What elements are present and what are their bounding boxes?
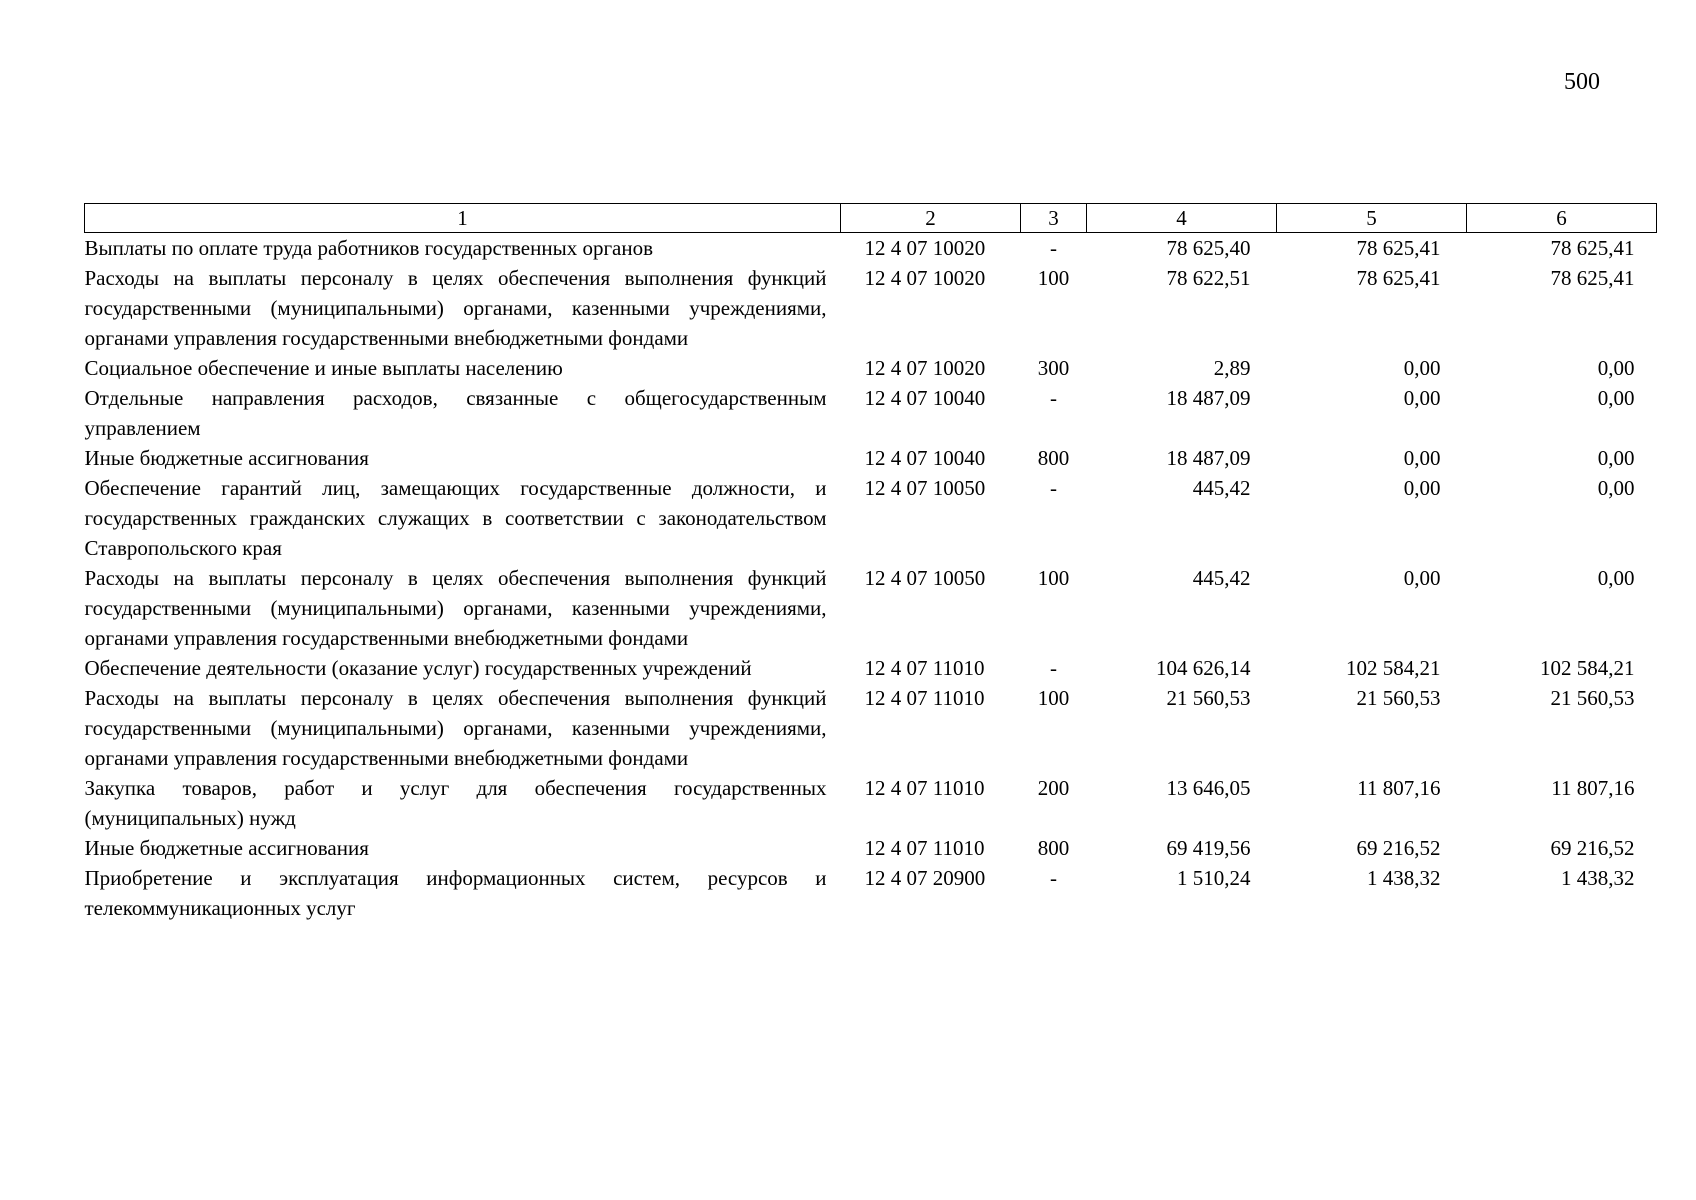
column-header-6: 6: [1467, 204, 1657, 233]
row-type: 200: [1037, 776, 1070, 800]
row-value-4: 78 622,51: [1166, 266, 1251, 290]
table-row: [85, 383, 1657, 443]
column-header-4: 4: [1087, 204, 1277, 233]
row-value-4: 13 646,05: [1166, 776, 1251, 800]
row-value-6: 0,00: [1597, 566, 1635, 590]
table-row: [85, 563, 1657, 653]
row-value-5: 1 438,32: [1367, 866, 1441, 890]
row-value-5: 0,00: [1403, 476, 1441, 500]
row-code: 12 4 07 10040: [864, 386, 986, 410]
row-name: Обеспечение деятельности (оказание услуг) государственных учреждений: [84, 656, 752, 680]
row-code: 12 4 07 11010: [864, 686, 985, 710]
row-type: -: [1050, 656, 1057, 680]
table-row: [85, 473, 1657, 563]
table-header-row: [85, 204, 1657, 233]
row-value-5: 0,00: [1403, 386, 1441, 410]
row-value-4: 21 560,53: [1166, 686, 1251, 710]
row-value-5: 11 807,16: [1357, 776, 1441, 800]
table-row: [85, 773, 1657, 833]
column-header-2: 2: [841, 204, 1021, 233]
table-row: [85, 353, 1657, 383]
row-type: -: [1050, 386, 1057, 410]
row-value-5: 0,00: [1403, 446, 1441, 470]
row-name: Расходы на выплаты персоналу в целях обеспечения выполнения функций государственными (муниципальными) органами, казенными учреждениями, органами управления государственными внебюджетными фондами: [84, 266, 827, 350]
row-code: 12 4 07 10050: [864, 566, 986, 590]
row-type: 100: [1037, 266, 1070, 290]
row-name: Выплаты по оплате труда работников государственных органов: [84, 236, 654, 260]
row-type: 100: [1037, 686, 1070, 710]
table-row: [85, 443, 1657, 473]
row-code: 12 4 07 10020: [864, 356, 986, 380]
column-header-5: 5: [1277, 204, 1467, 233]
row-value-6: 1 438,32: [1561, 866, 1635, 890]
row-value-5: 78 625,41: [1356, 266, 1441, 290]
row-code: 12 4 07 20900: [864, 866, 986, 890]
row-name: Обеспечение гарантий лиц, замещающих государственные должности, и государственных гражданских служащих в соответствии с законодательством Ставропольского края: [84, 476, 827, 560]
row-value-5: 102 584,21: [1346, 656, 1441, 680]
row-name: Иные бюджетные ассигнования: [84, 446, 369, 470]
row-value-6: 78 625,41: [1550, 266, 1635, 290]
row-value-4: 69 419,56: [1166, 836, 1251, 860]
row-name: Приобретение и эксплуатация информационных систем, ресурсов и телекоммуникационных услуг: [84, 866, 827, 920]
row-value-5: 0,00: [1403, 356, 1441, 380]
row-name: Иные бюджетные ассигнования: [84, 836, 369, 860]
row-type: 100: [1037, 566, 1070, 590]
row-type: 800: [1037, 836, 1070, 860]
table-row: [85, 683, 1657, 773]
row-type: -: [1050, 236, 1057, 260]
budget-table: [84, 203, 1657, 923]
row-value-6: 0,00: [1597, 476, 1635, 500]
column-header-1: 1: [85, 204, 841, 233]
row-code: 12 4 07 10050: [864, 476, 986, 500]
row-value-4: 18 487,09: [1166, 386, 1251, 410]
row-value-4: 18 487,09: [1166, 446, 1251, 470]
row-value-5: 0,00: [1403, 566, 1441, 590]
row-value-6: 0,00: [1597, 446, 1635, 470]
row-value-6: 21 560,53: [1550, 686, 1635, 710]
row-name: Расходы на выплаты персоналу в целях обеспечения выполнения функций государственными (муниципальными) органами, казенными учреждениями, органами управления государственными внебюджетными фондами: [84, 686, 827, 770]
row-name: Социальное обеспечение и иные выплаты населению: [84, 356, 563, 380]
row-name: Расходы на выплаты персоналу в целях обеспечения выполнения функций государственными (муниципальными) органами, казенными учреждениями, органами управления государственными внебюджетными фондами: [84, 566, 827, 650]
page-number: 500: [1564, 69, 1600, 95]
row-value-4: 445,42: [1192, 476, 1251, 500]
row-code: 12 4 07 10020: [864, 236, 986, 260]
row-code: 12 4 07 11010: [864, 656, 985, 680]
row-value-4: 2,89: [1213, 356, 1251, 380]
row-type: 800: [1037, 446, 1070, 470]
row-code: 12 4 07 10040: [864, 446, 986, 470]
row-type: 300: [1037, 356, 1070, 380]
table-row: [85, 233, 1657, 264]
row-value-6: 69 216,52: [1550, 836, 1635, 860]
row-value-5: 78 625,41: [1356, 236, 1441, 260]
row-value-6: 0,00: [1597, 386, 1635, 410]
row-type: -: [1050, 866, 1057, 890]
row-value-6: 78 625,41: [1550, 236, 1635, 260]
row-name: Отдельные направления расходов, связанные с общегосударственным управлением: [84, 386, 827, 440]
row-value-4: 78 625,40: [1166, 236, 1251, 260]
row-value-5: 69 216,52: [1356, 836, 1441, 860]
row-value-4: 104 626,14: [1156, 656, 1251, 680]
table-row: [85, 263, 1657, 353]
row-code: 12 4 07 11010: [864, 836, 985, 860]
table-row: [85, 863, 1657, 923]
row-name: Закупка товаров, работ и услуг для обеспечения государственных (муниципальных) нужд: [84, 776, 827, 830]
table-row: [85, 653, 1657, 683]
row-value-6: 102 584,21: [1540, 656, 1635, 680]
row-value-4: 1 510,24: [1177, 866, 1251, 890]
row-value-5: 21 560,53: [1356, 686, 1441, 710]
row-type: -: [1050, 476, 1057, 500]
row-code: 12 4 07 11010: [864, 776, 985, 800]
column-header-3: 3: [1021, 204, 1087, 233]
row-value-6: 11 807,16: [1551, 776, 1635, 800]
row-value-6: 0,00: [1597, 356, 1635, 380]
row-value-4: 445,42: [1192, 566, 1251, 590]
table-row: [85, 833, 1657, 863]
row-code: 12 4 07 10020: [864, 266, 986, 290]
